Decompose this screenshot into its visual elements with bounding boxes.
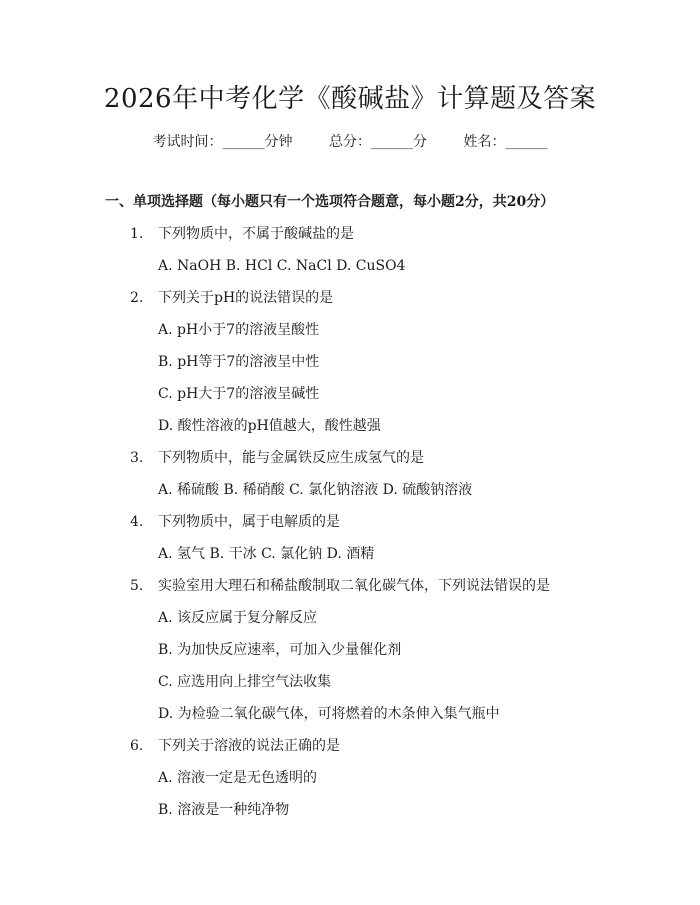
question-text: 下列物质中，能与金属铁反应生成氢气的是 (158, 450, 424, 466)
question-text: 实验室用大理石和稀盐酸制取二氧化碳气体，下列说法错误的是 (158, 578, 550, 594)
question-option: B. 溶液是一种纯净物 (158, 802, 290, 818)
question-option: D. 为检验二氧化碳气体，可将燃着的木条伸入集气瓶中 (158, 706, 500, 722)
question-option: A. 氢气 B. 干冰 C. 氯化钠 D. 酒精 (158, 546, 375, 562)
question-text: 下列物质中，不属于酸碱盐的是 (158, 226, 354, 242)
question-text: 下列物质中，属于电解质的是 (158, 514, 340, 530)
question-option: A. NaOH B. HCl C. NaCl D. CuSO4 (158, 258, 406, 274)
question-number: 2. (130, 290, 144, 306)
question-number: 6. (130, 738, 144, 754)
question-option: B. pH等于7的溶液呈中性 (158, 354, 320, 370)
question-option: D. 酸性溶液的pH值越大，酸性越强 (158, 418, 381, 434)
question-text: 下列关于溶液的说法正确的是 (158, 738, 340, 754)
question-option: A. 溶液一定是无色透明的 (158, 770, 318, 786)
question-option: C. 应选用向上排空气法收集 (158, 674, 332, 690)
question-number: 4. (130, 514, 144, 530)
question-number: 1. (130, 226, 144, 242)
question-number: 3. (130, 450, 144, 466)
total-score-field: 总分：______分 (329, 134, 427, 150)
question-option: C. pH大于7的溶液呈碱性 (158, 386, 320, 402)
question-option: B. 为加快反应速率，可加入少量催化剂 (158, 642, 402, 658)
exam-time-field: 考试时间：______分钟 (152, 134, 293, 150)
document-title: 2026年中考化学《酸碱盐》计算题及答案 (103, 84, 597, 114)
question-option: A. 该反应属于复分解反应 (158, 610, 318, 626)
question-number: 5. (130, 578, 144, 594)
question-option: A. 稀硫酸 B. 稀硝酸 C. 氯化钠溶液 D. 硫酸钠溶液 (158, 482, 473, 498)
section-heading: 一、单项选择题（每小题只有一个选项符合题意，每小题2分，共20分） (105, 194, 555, 210)
question-text: 下列关于pH的说法错误的是 (158, 290, 334, 306)
exam-info-line (0, 132, 700, 152)
question-option: A. pH小于7的溶液呈酸性 (158, 322, 320, 338)
student-name-field: 姓名：______ (463, 134, 548, 150)
